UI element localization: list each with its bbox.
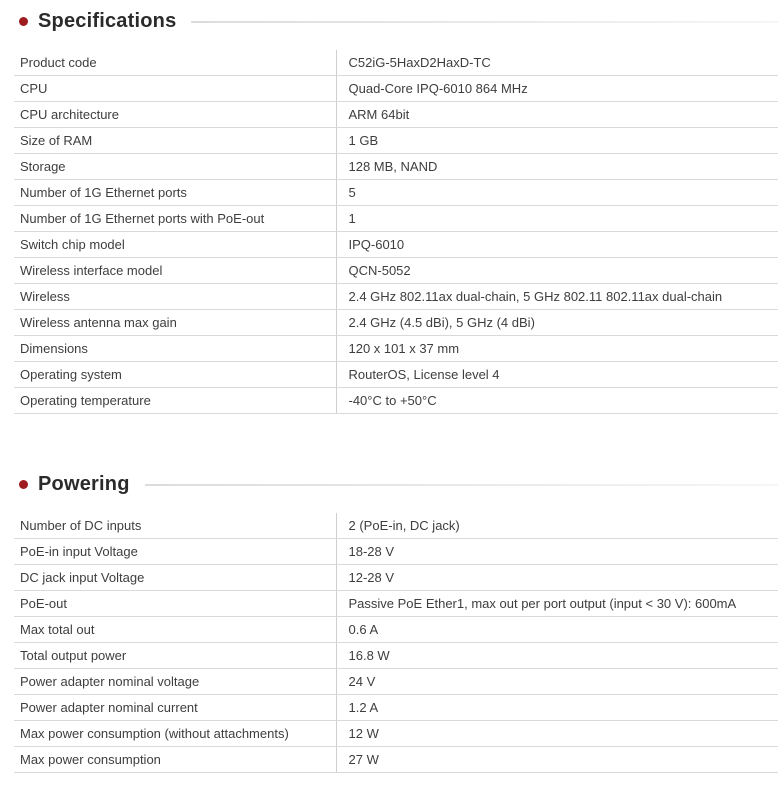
specifications-header — [0, 0, 778, 34]
spec-row — [14, 565, 778, 591]
spec-row — [14, 336, 778, 362]
spec-row — [14, 180, 778, 206]
powering-table-body — [14, 513, 778, 773]
spec-label: Switch chip model — [14, 232, 336, 258]
spec-row — [14, 695, 778, 721]
spec-label: Max power consumption (without attachments) — [14, 721, 336, 747]
spec-value: Passive PoE Ether1, max out per port output (input < 30 V): 600mA — [336, 591, 778, 617]
section-title: Powering — [38, 472, 130, 495]
spec-label: PoE-out — [14, 591, 336, 617]
spec-row — [14, 154, 778, 180]
spec-row — [14, 206, 778, 232]
spec-value: ARM 64bit — [336, 102, 778, 128]
spec-value: C52iG-5HaxD2HaxD-TC — [336, 50, 778, 76]
spec-value: QCN-5052 — [336, 258, 778, 284]
powering-header — [0, 471, 778, 497]
spec-value: 18-28 V — [336, 539, 778, 565]
spec-label: Power adapter nominal voltage — [14, 669, 336, 695]
spec-label: Wireless — [14, 284, 336, 310]
spec-value: 5 — [336, 180, 778, 206]
spec-row — [14, 284, 778, 310]
spec-row — [14, 232, 778, 258]
spec-row — [14, 50, 778, 76]
spec-row — [14, 539, 778, 565]
spec-label: Number of 1G Ethernet ports — [14, 180, 336, 206]
spec-value: 12 W — [336, 721, 778, 747]
spec-label: Wireless antenna max gain — [14, 310, 336, 336]
spec-value: Quad-Core IPQ-6010 864 MHz — [336, 76, 778, 102]
spec-value: RouterOS, License level 4 — [336, 362, 778, 388]
spec-label: PoE-in input Voltage — [14, 539, 336, 565]
spec-label: DC jack input Voltage — [14, 565, 336, 591]
spec-label: Storage — [14, 154, 336, 180]
spec-value: 24 V — [336, 669, 778, 695]
spec-row — [14, 669, 778, 695]
spec-value: 12-28 V — [336, 565, 778, 591]
spec-label: CPU — [14, 76, 336, 102]
spec-label: Number of 1G Ethernet ports with PoE-out — [14, 206, 336, 232]
spec-value: 128 MB, NAND — [336, 154, 778, 180]
spec-value: 1 GB — [336, 128, 778, 154]
spec-label: Operating system — [14, 362, 336, 388]
spec-label: Operating temperature — [14, 388, 336, 414]
spec-label: Wireless interface model — [14, 258, 336, 284]
spec-row — [14, 76, 778, 102]
spec-label: Power adapter nominal current — [14, 695, 336, 721]
specifications-table-body — [14, 50, 778, 414]
spec-row — [14, 102, 778, 128]
header-divider-line — [191, 21, 778, 23]
section-powering — [0, 471, 778, 773]
spec-label: Size of RAM — [14, 128, 336, 154]
spec-label: Number of DC inputs — [14, 513, 336, 539]
spec-row — [14, 721, 778, 747]
spec-label: Total output power — [14, 643, 336, 669]
spec-label: Max total out — [14, 617, 336, 643]
spec-row — [14, 617, 778, 643]
bullet-icon — [19, 480, 28, 489]
powering-table — [14, 513, 778, 773]
spec-value: 120 x 101 x 37 mm — [336, 336, 778, 362]
spec-value: 16.8 W — [336, 643, 778, 669]
spec-value: 2.4 GHz (4.5 dBi), 5 GHz (4 dBi) — [336, 310, 778, 336]
spec-row — [14, 591, 778, 617]
spec-row — [14, 643, 778, 669]
spec-label: Max power consumption — [14, 747, 336, 773]
spec-row — [14, 128, 778, 154]
spec-value: -40°C to +50°C — [336, 388, 778, 414]
header-divider-line — [145, 484, 778, 486]
spec-value: 27 W — [336, 747, 778, 773]
spec-value: 1 — [336, 206, 778, 232]
spec-row — [14, 362, 778, 388]
spec-value: 1.2 A — [336, 695, 778, 721]
spec-row — [14, 258, 778, 284]
specifications-table — [14, 50, 778, 414]
spec-label: Dimensions — [14, 336, 336, 362]
section-title: Specifications — [38, 9, 177, 32]
spec-row — [14, 310, 778, 336]
spec-row — [14, 747, 778, 773]
bullet-icon — [19, 17, 28, 26]
spec-row — [14, 388, 778, 414]
spec-value: IPQ-6010 — [336, 232, 778, 258]
spec-value: 2 (PoE-in, DC jack) — [336, 513, 778, 539]
spec-label: CPU architecture — [14, 102, 336, 128]
spec-label: Product code — [14, 50, 336, 76]
spec-value: 0.6 A — [336, 617, 778, 643]
spec-row — [14, 513, 778, 539]
spec-value: 2.4 GHz 802.11ax dual-chain, 5 GHz 802.11 802.11ax dual-chain — [336, 284, 778, 310]
